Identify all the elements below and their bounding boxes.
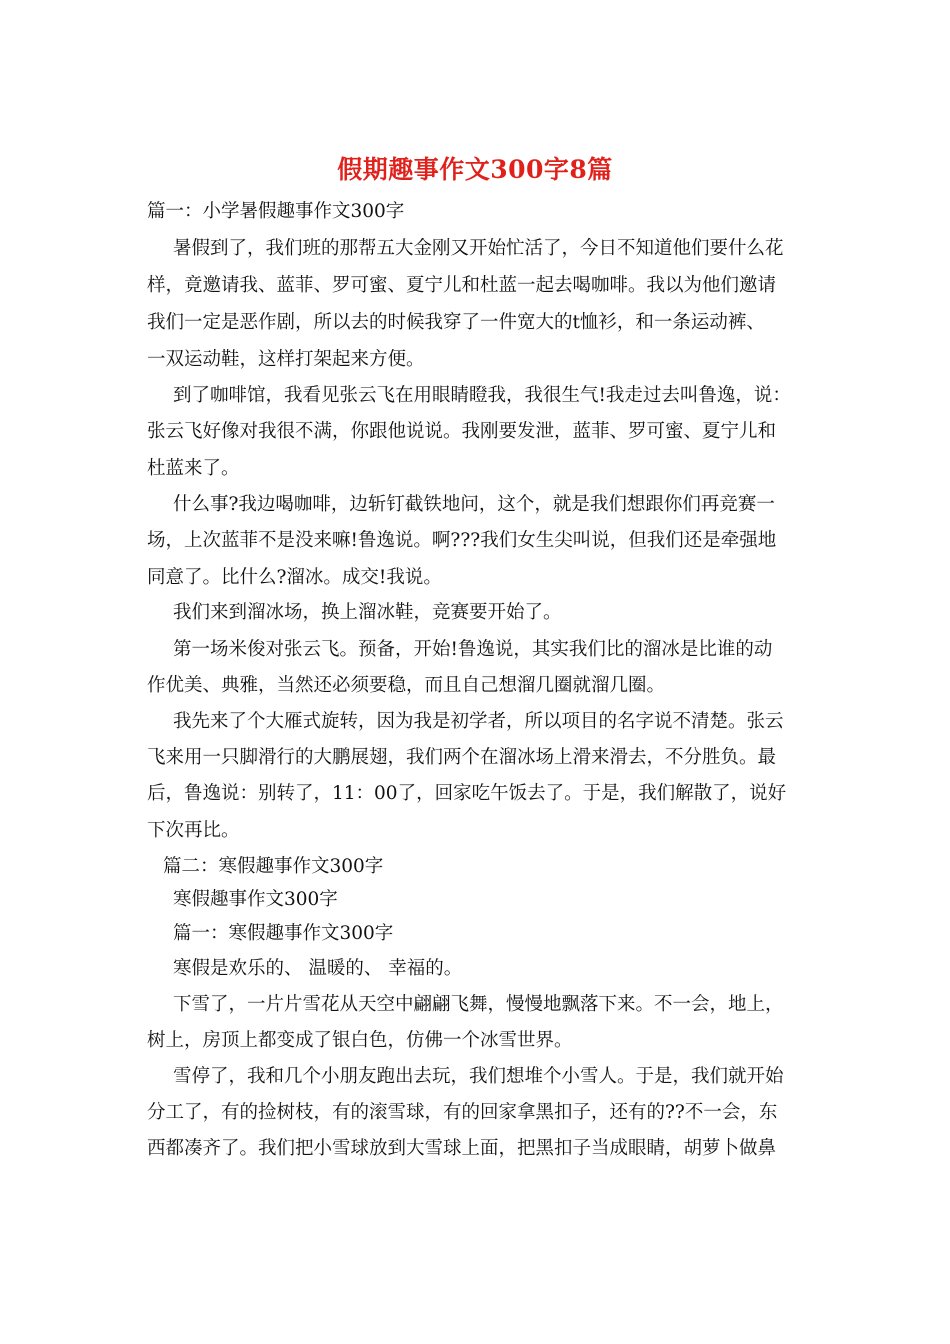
paragraph-line: 场，上次蓝菲不是没来嘛!鲁逸说。啊???我们女生尖叫说，但我们还是牵强地 xyxy=(147,530,777,551)
section-heading: 篇二：寒假趣事作文300字 xyxy=(163,856,384,877)
paragraph-line: 作优美、典雅，当然还必须要稳，而且自己想溜几圈就溜几圈。 xyxy=(147,675,666,696)
document-title: 假期趣事作文300字8篇 xyxy=(337,155,613,184)
paragraph-line: 我们来到溜冰场，换上溜冰鞋，竞赛要开始了。 xyxy=(173,602,562,623)
paragraph-line: 我先来了个大雁式旋转，因为我是初学者，所以项目的名字说不清楚。张云 xyxy=(173,711,784,732)
paragraph-line: 张云飞好像对我很不满，你跟他说说。我刚要发泄，蓝菲、罗可蜜、夏宁儿和 xyxy=(147,421,777,442)
paragraph-line: 暑假到了，我们班的那帮五大金刚又开始忙活了，今日不知道他们要什么花 xyxy=(173,238,784,259)
paragraph-line: 分工了，有的捡树枝，有的滚雪球，有的回家拿黑扣子，还有的??不一会，东 xyxy=(147,1102,778,1123)
subheading: 篇一：寒假趣事作文300字 xyxy=(173,923,394,944)
paragraph-line: 我们一定是恶作剧，所以去的时候我穿了一件宽大的t恤衫，和一条运动裤、 xyxy=(147,312,765,333)
paragraph-line: 下次再比。 xyxy=(147,820,240,841)
paragraph-line: 寒假是欢乐的、 温暖的、 幸福的。 xyxy=(173,958,463,979)
section-heading: 篇一：小学暑假趣事作文300字 xyxy=(147,201,405,222)
paragraph-line: 杜蓝来了。 xyxy=(147,458,240,479)
paragraph-line: 雪停了，我和几个小朋友跑出去玩，我们想堆个小雪人。于是，我们就开始 xyxy=(173,1066,784,1087)
subheading: 寒假趣事作文300字 xyxy=(173,889,338,910)
paragraph-line: 同意了。比什么?溜冰。成交!我说。 xyxy=(147,567,442,588)
paragraph-line: 飞来用一只脚滑行的大鹏展翅，我们两个在溜冰场上滑来滑去，不分胜负。最 xyxy=(147,747,777,768)
paragraph-line: 样，竟邀请我、蓝菲、罗可蜜、夏宁儿和杜蓝一起去喝咖啡。我以为他们邀请 xyxy=(147,275,777,296)
paragraph-line: 一双运动鞋，这样打架起来方便。 xyxy=(147,349,425,370)
paragraph-line: 第一场米俊对张云飞。预备，开始!鲁逸说，其实我们比的溜冰是比谁的动 xyxy=(173,639,773,660)
paragraph-line: 到了咖啡馆，我看见张云飞在用眼睛瞪我，我很生气!我走过去叫鲁逸，说： xyxy=(173,385,791,406)
paragraph-line: 西都凑齐了。我们把小雪球放到大雪球上面，把黑扣子当成眼睛，胡萝卜做鼻 xyxy=(147,1138,777,1159)
paragraph-line: 什么事?我边喝咖啡，边斩钉截铁地问，这个，就是我们想跟你们再竞赛一 xyxy=(173,494,775,515)
paragraph-line: 树上，房顶上都变成了银白色，仿佛一个冰雪世界。 xyxy=(147,1030,573,1051)
paragraph-line: 下雪了，一片片雪花从天空中翩翩飞舞，慢慢地飘落下来。不一会，地上， xyxy=(173,994,784,1015)
paragraph-line: 后，鲁逸说：别转了，11：00了，回家吃午饭去了。于是，我们解散了，说好 xyxy=(147,783,787,804)
